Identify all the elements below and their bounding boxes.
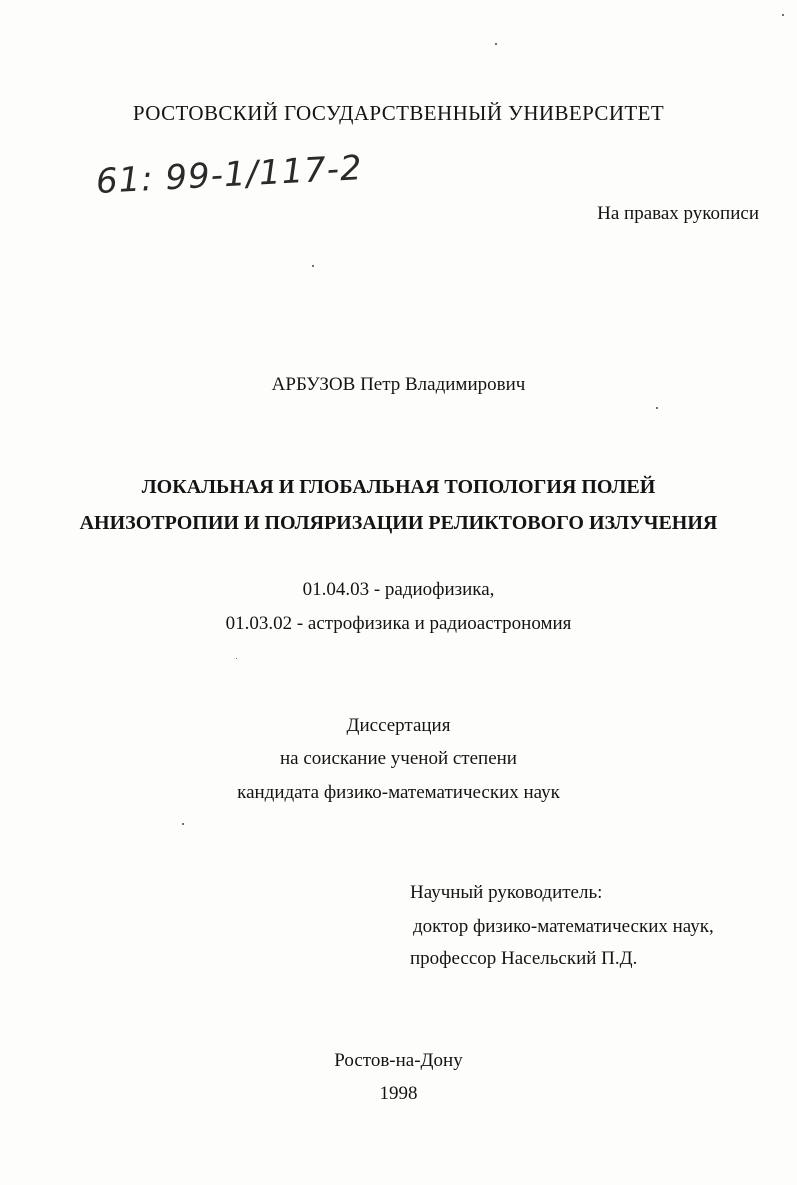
university-name: РОСТОВСКИЙ ГОСУДАРСТВЕННЫЙ УНИВЕРСИТЕТ <box>132 101 665 125</box>
scan-speck <box>656 407 658 409</box>
scan-speck <box>182 823 184 825</box>
scan-speck <box>495 43 497 45</box>
manuscript-rights-note: На правах рукописи <box>597 203 759 224</box>
scan-speck <box>236 658 237 659</box>
city: Ростов-на-Дону <box>334 1050 463 1071</box>
handwritten-shelfmark: 61: 99-1/117-2 <box>94 148 364 202</box>
degree-purpose: на соискание ученой степени <box>280 748 517 769</box>
specialty-1: 01.04.03 - радиофизика, <box>302 579 495 600</box>
scan-speck <box>312 265 314 267</box>
supervisor-label: Научный руководитель: <box>410 882 603 903</box>
dissertation-label: Диссертация <box>346 715 451 736</box>
degree-name: кандидата физико-математических наук <box>237 782 560 803</box>
thesis-title-line-1: ЛОКАЛЬНАЯ И ГЛОБАЛЬНАЯ ТОПОЛОГИЯ ПОЛЕЙ <box>141 476 656 498</box>
author-name: АРБУЗОВ Петр Владимирович <box>271 374 526 395</box>
supervisor-name: профессор Насельский П.Д. <box>410 948 638 969</box>
specialty-2: 01.03.02 - астрофизика и радиоастрономия <box>225 613 572 634</box>
thesis-title-line-2: АНИЗОТРОПИИ И ПОЛЯРИЗАЦИИ РЕЛИКТОВОГО ИЗЛУЧЕНИЯ <box>79 512 718 534</box>
year: 1998 <box>379 1083 418 1104</box>
scan-speck <box>782 14 784 16</box>
supervisor-degree: доктор физико-математических наук, <box>413 916 714 937</box>
